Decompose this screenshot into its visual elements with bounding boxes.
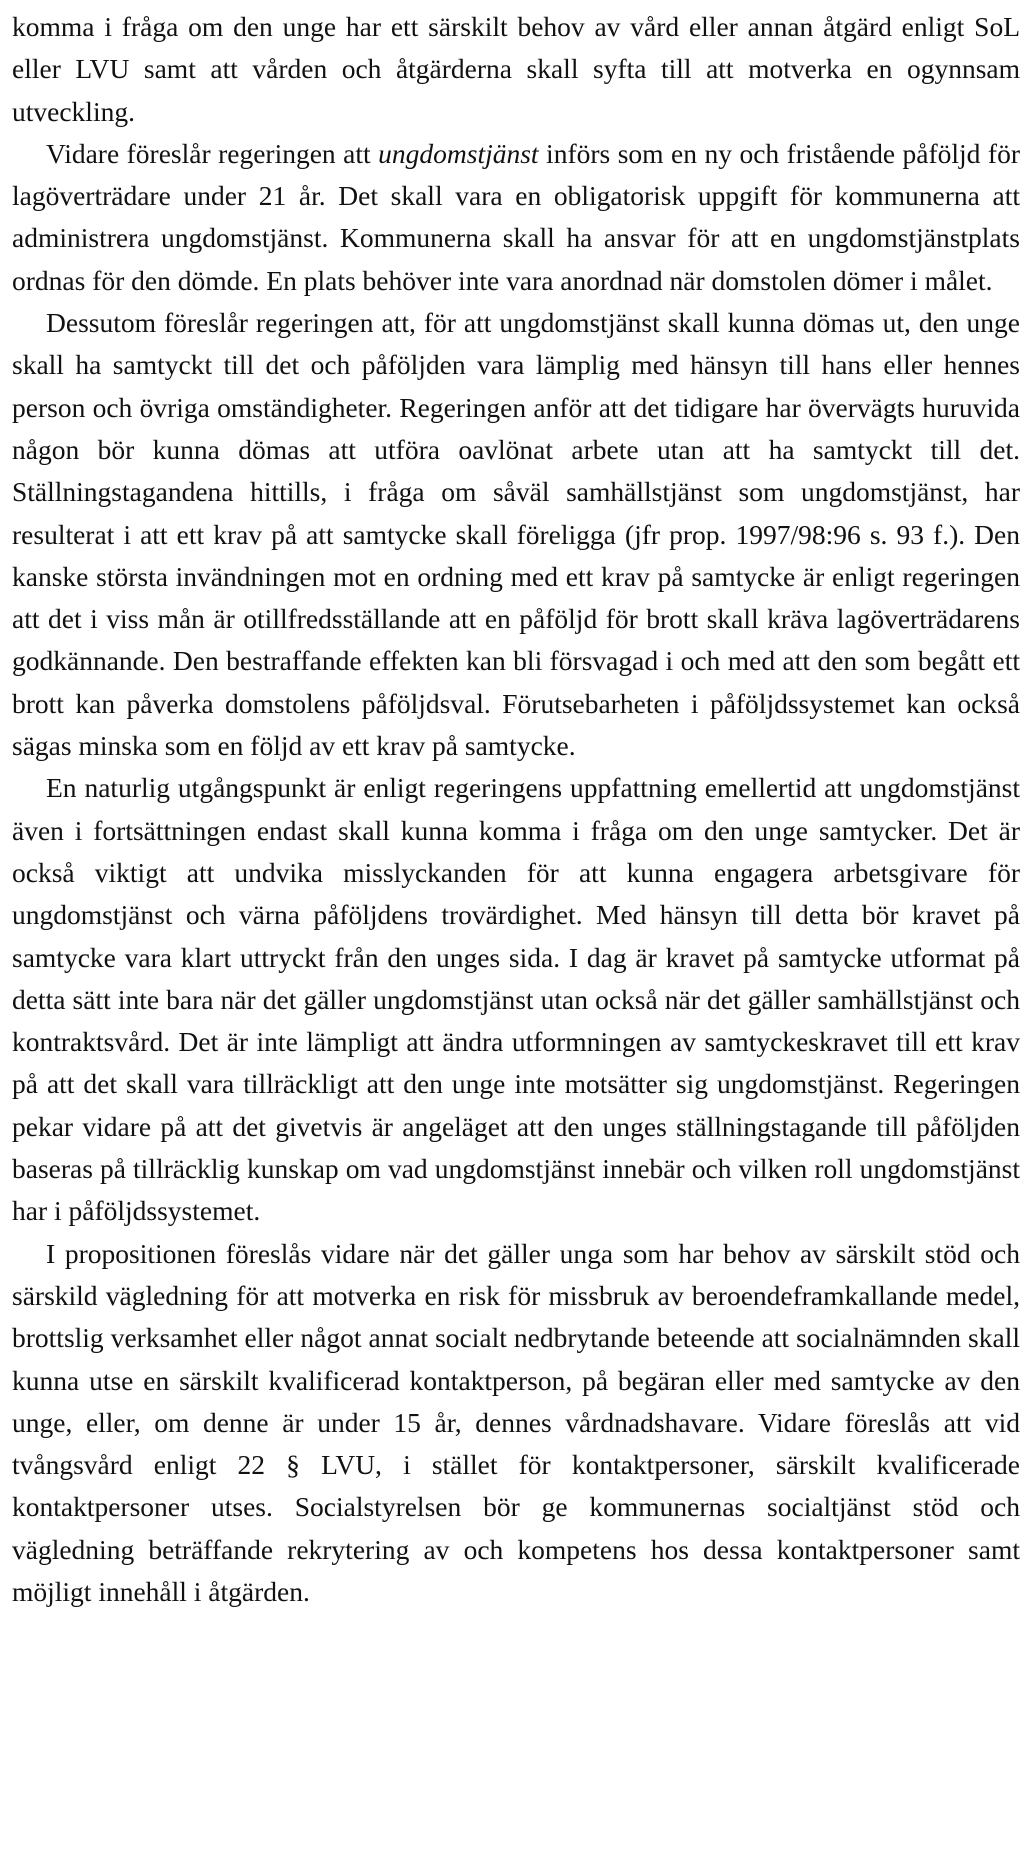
document-page	[12, 6, 1020, 1613]
paragraph-4	[12, 767, 1020, 1232]
paragraph-5	[12, 1233, 1020, 1614]
paragraph-4-text: En naturlig utgångspunkt är enligt regeringens uppfattning emellertid att ungdomstjänst även i fortsättningen endast skall kunna komma i fråga om den unge samtycker. Det är också viktigt att undvika misslyckanden för att kunna engagera arbetsgivare för ungdomstjänst och värna påföljdens trovärdighet. Med hänsyn till detta bör kravet på samtycke vara klart uttryckt från den unges sida. I dag är kravet på samtycke utformat på detta sätt inte bara när det gäller ungdomstjänst utan också när det gäller samhällstjänst och kontraktsvård. Det är inte lämpligt att ändra utformningen av samtyckeskravet till ett krav på att det skall vara tillräckligt att den unge inte motsätter sig ungdomstjänst. Regeringen pekar vidare på att det givetvis är angeläget att den unges ställningstagande till påföljden baseras på tillräcklig kunskap om vad ungdomstjänst innebär och vilken roll ungdomstjänst har i påföljdssystemet.	[12, 772, 1020, 1227]
paragraph-2-italic-term: ungdomstjänst	[378, 137, 539, 169]
paragraph-2-text-start: Vidare föreslår regeringen att	[46, 137, 379, 169]
paragraph-1	[12, 6, 1020, 133]
paragraph-2-text-end: införs som en ny och fristående påföljd för lagöverträdare under 21 år. Det skall vara en obligatorisk uppgift för kommunerna att administrera ungdomstjänst. Kommunerna skall ha ansvar för att en ungdomstjänstplats ordnas för den dömde. En plats behöver inte vara anordnad när domstolen dömer i målet.	[12, 137, 1020, 296]
paragraph-5-text: I propositionen föreslås vidare när det gäller unga som har behov av särskilt stöd och särskild vägledning för att motverka en risk för missbruk av beroendeframkallande medel, brottslig verksamhet eller något annat socialt nedbrytande beteende att socialnämnden skall kunna utse en särskilt kvalificerad kontaktperson, på begäran eller med samtycke av den unge, eller, om denne är under 15 år, dennes vårdnadshavare. Vidare föreslås att vid tvångsvård enligt 22 § LVU, i stället för kontaktpersoner, särskilt kvalificerade kontaktpersoner utses. Socialstyrelsen bör ge kommunernas socialtjänst stöd och vägledning beträffande rekrytering av och kompetens hos dessa kontaktpersoner samt möjligt innehåll i åtgärden.	[12, 1237, 1020, 1607]
paragraph-2	[12, 133, 1020, 302]
paragraph-3	[12, 302, 1020, 767]
paragraph-3-text: Dessutom föreslår regeringen att, för att ungdomstjänst skall kunna dömas ut, den unge skall ha samtyckt till det och påföljden vara lämplig med hänsyn till hans eller hennes person och övriga omständigheter. Regeringen anför att det tidigare har övervägts huruvida någon bör kunna dömas att utföra oavlönat arbete utan att ha samtyckt till det. Ställningstagandena hittills, i fråga om såväl samhällstjänst som ungdomstjänst, har resulterat i att ett krav på att samtycke skall föreligga (jfr prop. 1997/98:96 s. 93 f.). Den kanske största invändningen mot en ordning med ett krav på samtycke är enligt regeringen att det i viss mån är otillfredsställande att en påföljd för brott skall kräva lagöverträdarens godkännande. Den bestraffande effekten kan bli försvagad i och med att den som begått ett brott kan påverka domstolens påföljdsval. Förutsebarheten i påföljdssystemet kan också sägas minska som en följd av ett krav på samtycke.	[12, 307, 1020, 762]
paragraph-1-text: komma i fråga om den unge har ett särskilt behov av vård eller annan åtgärd enligt SoL eller LVU samt att vården och åtgärderna skall syfta till att motverka en ogynnsam utveckling.	[12, 11, 1020, 127]
